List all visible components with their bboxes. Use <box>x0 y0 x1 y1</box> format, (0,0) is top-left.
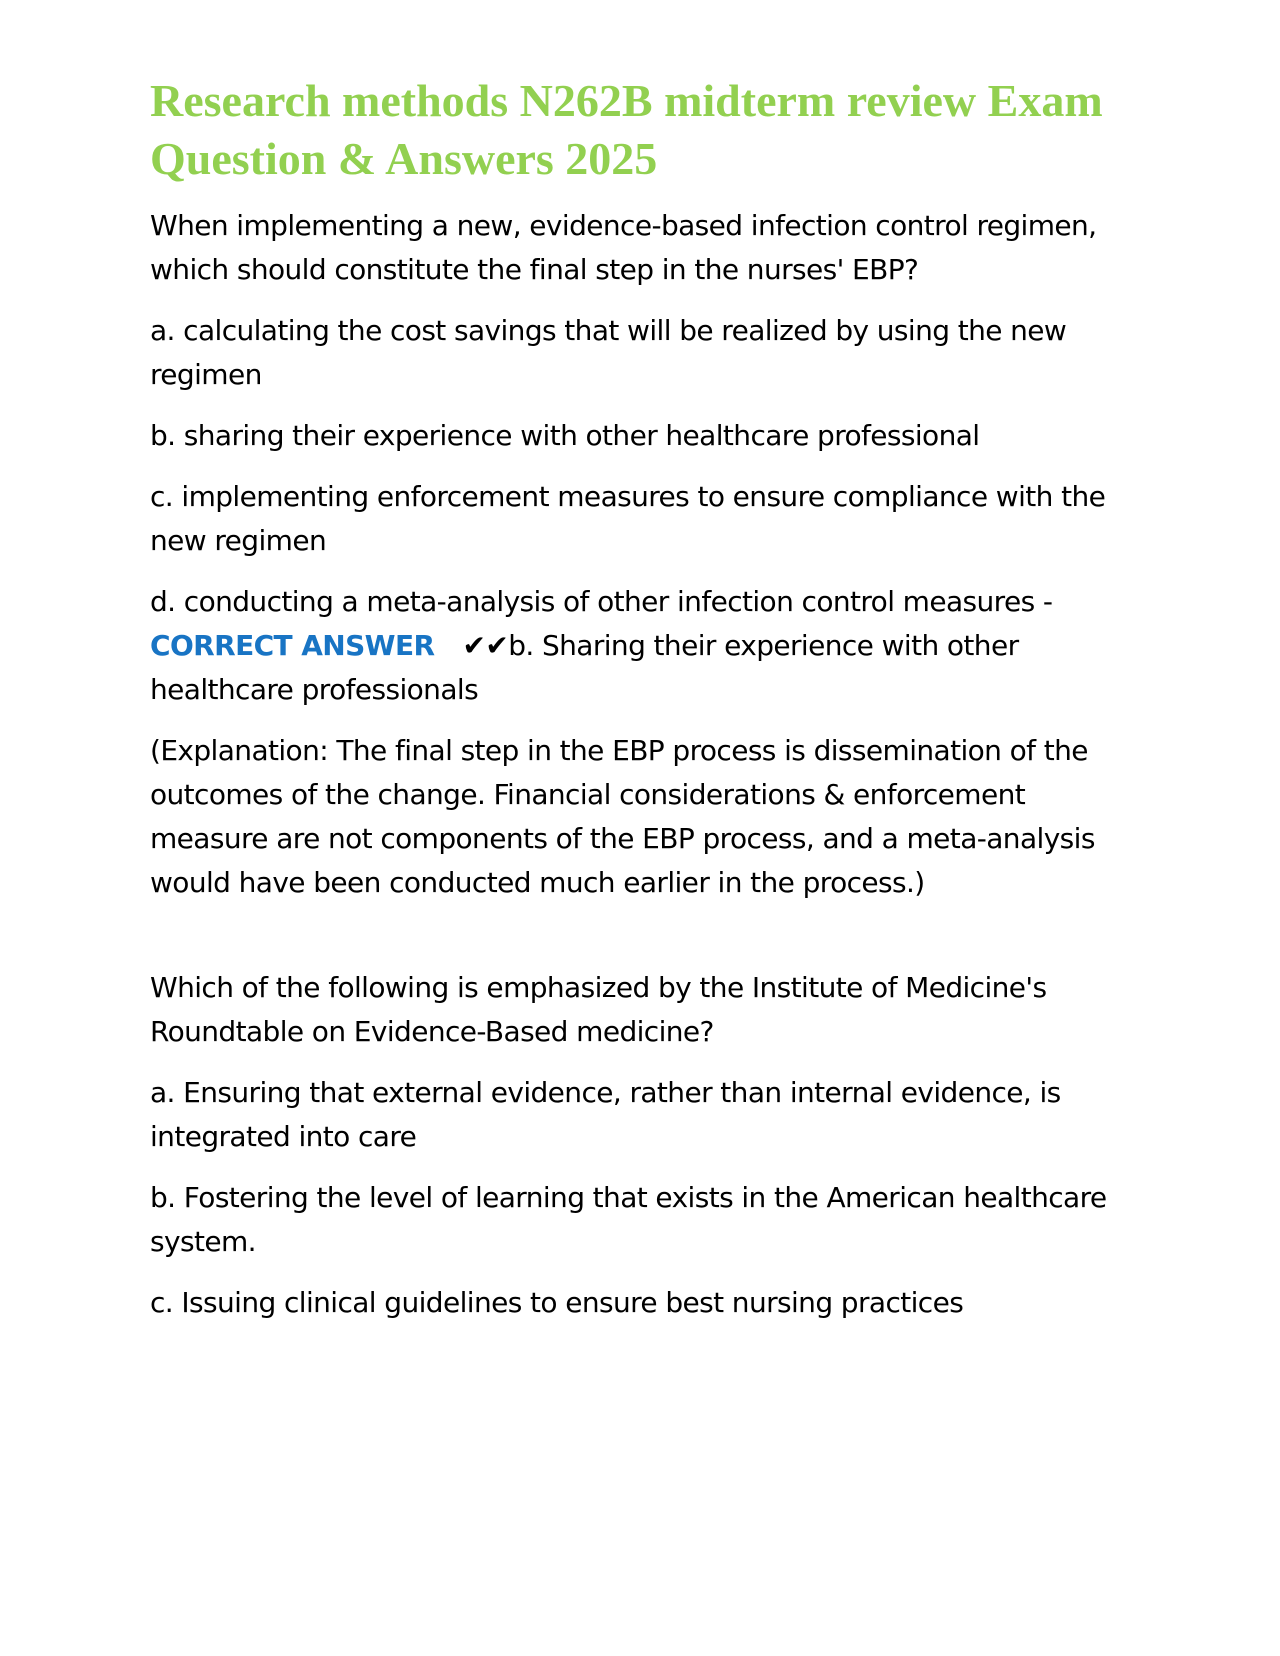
question-1-option-a: a. calculating the cost savings that will be realized by using the new regimen <box>150 314 1067 391</box>
question-1-text: When implementing a new, evidence-based infection control regimen, which should constitute the final step in the nurses' EBP? <box>150 209 1097 286</box>
question-2-option-c: c. Issuing clinical guidelines to ensure best nursing practices <box>150 1286 964 1319</box>
question-1-option-d: d. conducting a meta-analysis of other infection control measures - <box>150 585 1053 618</box>
question-2-text: Which of the following is emphasized by the Institute of Medicine's Roundtable on Evidence-Based medicine? <box>150 971 1047 1048</box>
question-2-option-b: b. Fostering the level of learning that exists in the American healthcare system. <box>150 1181 1107 1258</box>
section-spacer <box>150 922 1130 966</box>
question-1-option-b: b. sharing their experience with other healthcare professional <box>150 419 980 452</box>
question-2-option-a: a. Ensuring that external evidence, rather than internal evidence, is integrated into care <box>150 1076 1061 1153</box>
correct-answer-label: CORRECT ANSWER <box>150 629 435 662</box>
question-1-option-c: c. implementing enforcement measures to ensure compliance with the new regimen <box>150 480 1106 557</box>
double-check-icon: ✔✔ <box>462 629 509 662</box>
correct-answer-text: b. Sharing their experience with other healthcare professionals <box>150 629 1019 706</box>
question-1-explanation: (Explanation: The final step in the EBP process is dissemination of the outcomes of the change. Financial considerations & enforcement measure are not components of the EBP process, and a meta-analysis would have been conducted much earlier in the process.) <box>150 734 1095 899</box>
document-content <box>150 72 1130 1342</box>
document-title: Research methods N262B midterm review Exam Question & Answers 2025 <box>150 75 1103 184</box>
question-1-option-d-with-answer <box>150 580 1130 712</box>
